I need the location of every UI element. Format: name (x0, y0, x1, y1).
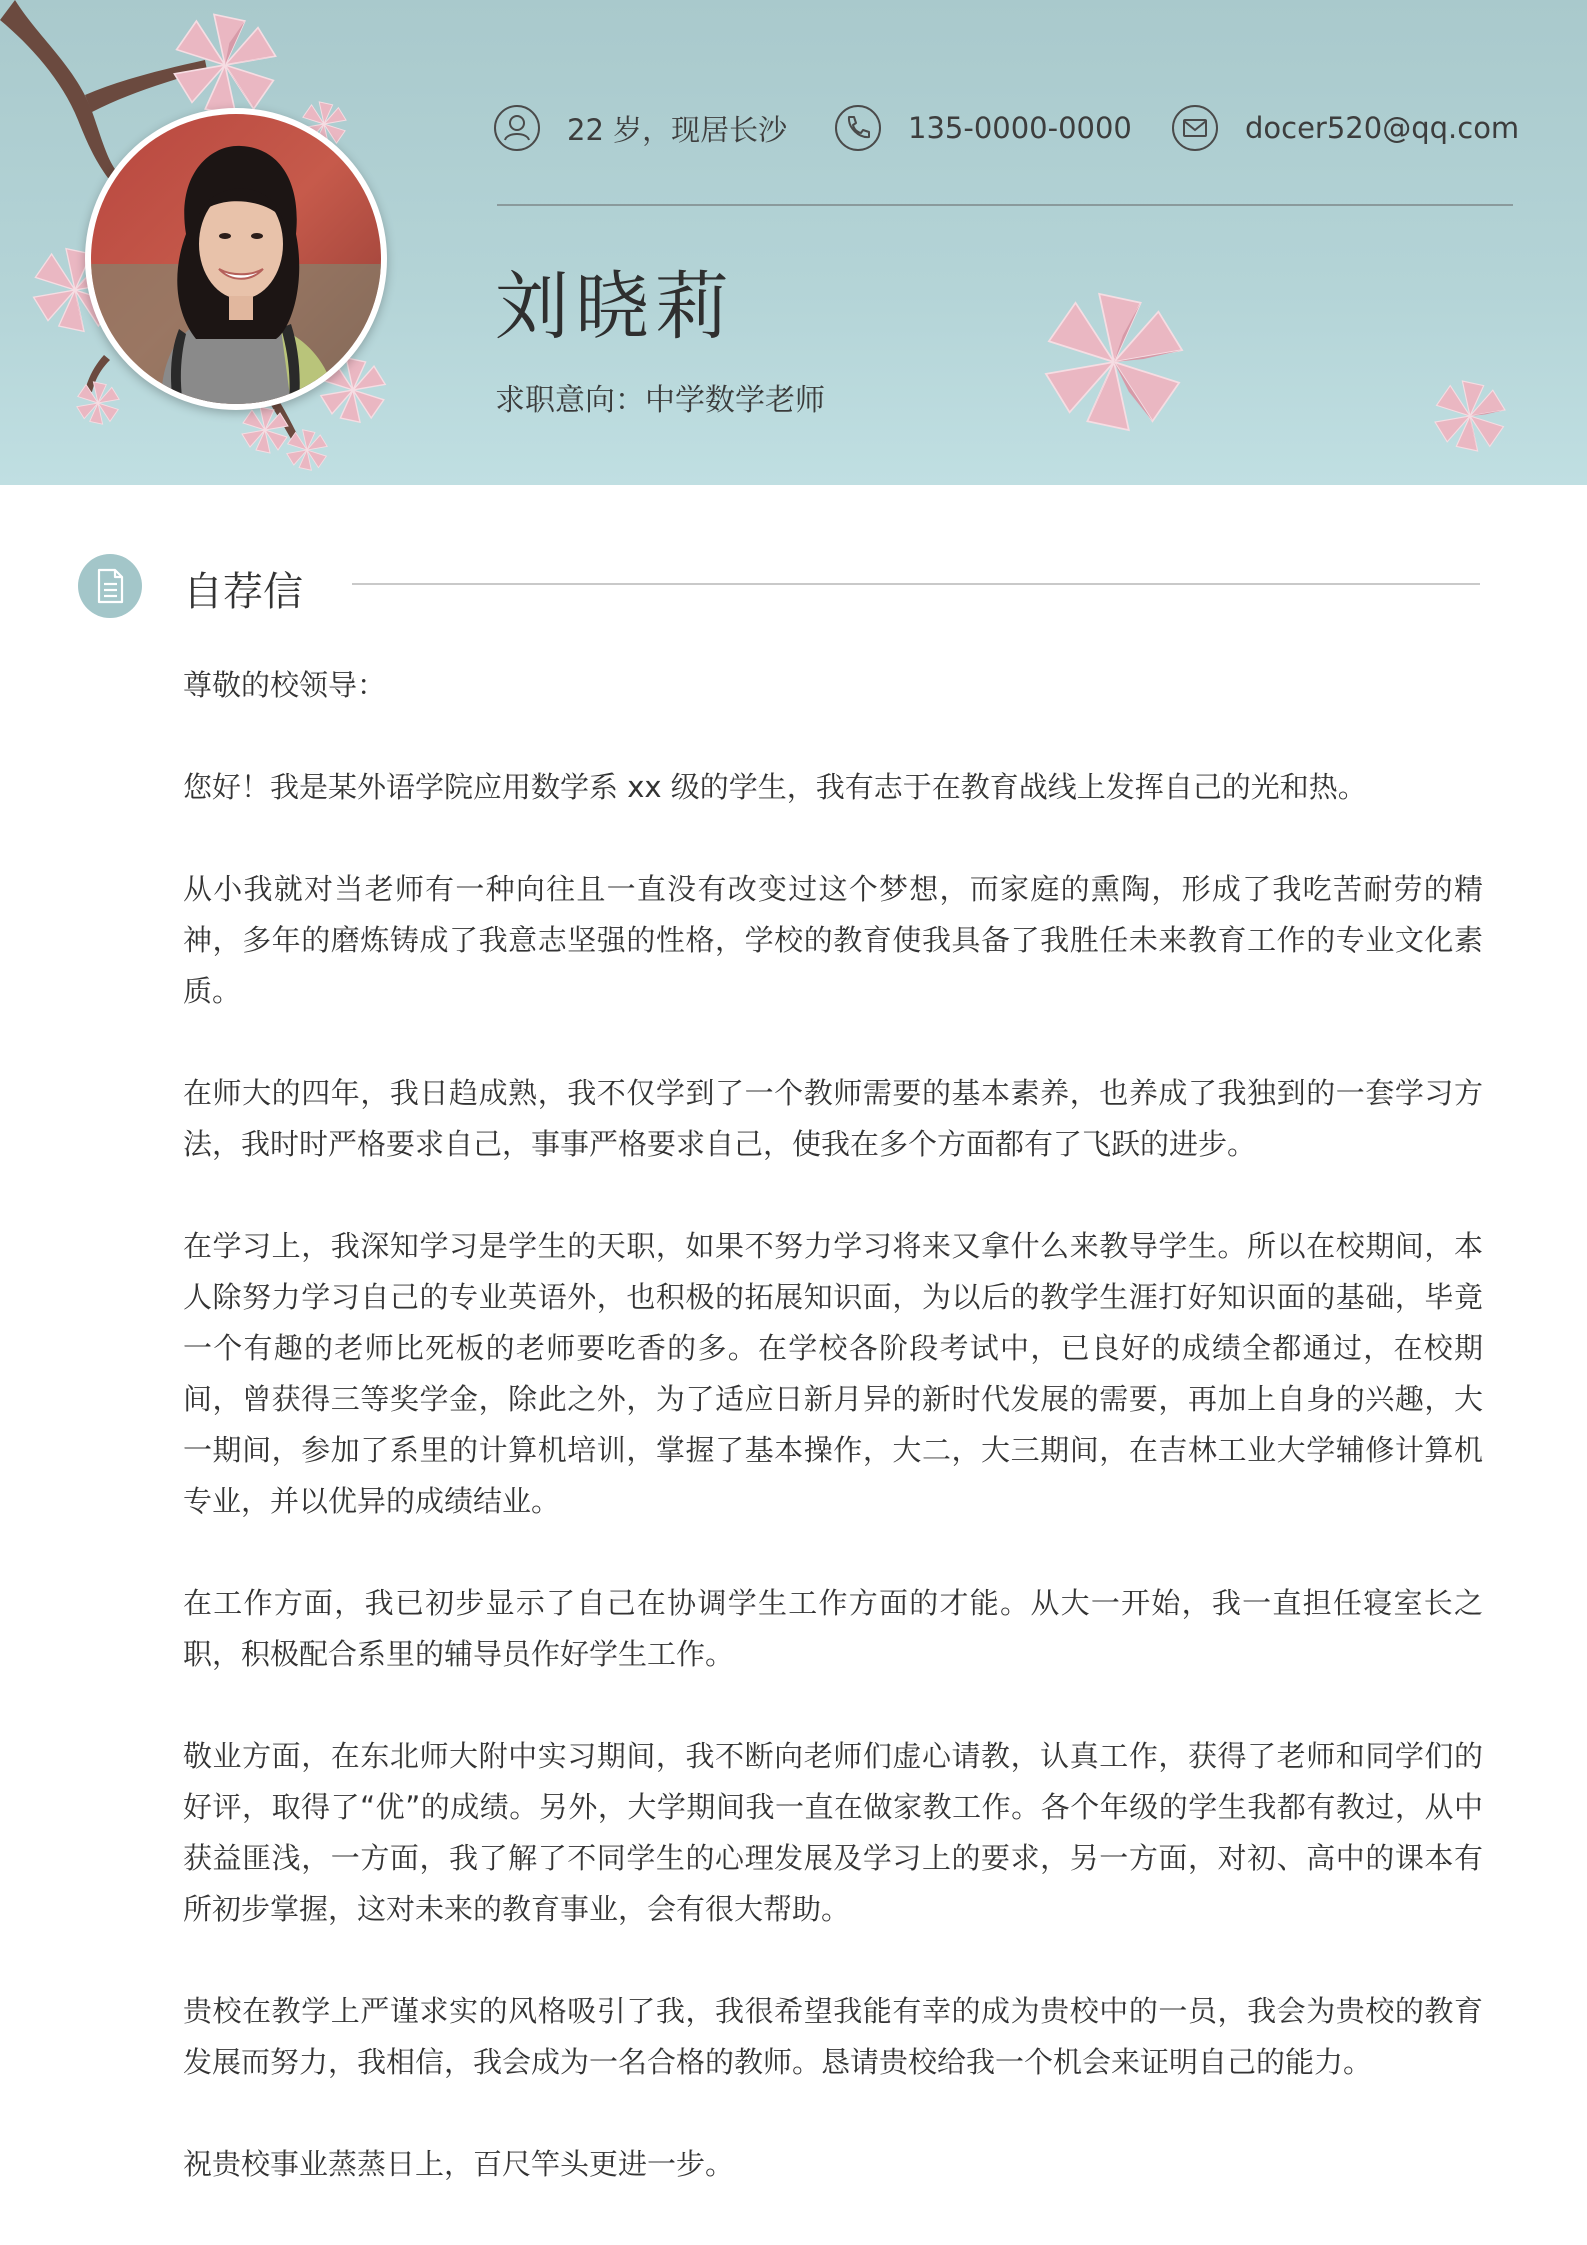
avatar (85, 108, 387, 410)
blossom-decoration (240, 405, 290, 455)
phone-icon (834, 104, 882, 152)
letter-closing: 祝贵校事业蒸蒸日上，百尺竿头更进一步。 (183, 2147, 735, 2181)
email-text[interactable]: docer520@qq.com (1245, 111, 1520, 145)
letter-paragraph: 在工作方面，我已初步显示了自己在协调学生工作方面的才能。从大一开始，我一直担任寝室长之职，积极配合系里的辅导员作好学生工作。 (183, 1586, 1483, 1671)
blossom-decoration (1040, 288, 1188, 436)
blossom-decoration (170, 10, 280, 120)
contact-phone (834, 100, 1132, 156)
phone-text[interactable]: 135-0000-0000 (908, 111, 1132, 145)
header-banner (0, 0, 1587, 485)
letter-salutation: 尊敬的校领导： (183, 668, 387, 702)
header-divider (497, 204, 1513, 206)
letter-paragraph: 在学习上，我深知学习是学生的天职，如果不努力学习将来又拿什么来教导学生。所以在校期间，本人除努力学习自己的专业英语外，也积极的拓展知识面，为以后的教学生涯打好知识面的基础，毕竟一个有趣的老师比死板的老师要吃香的多。在学校各阶段考试中，已良好的成绩全都通过，在校期间，曾获得三等奖学金，除此之外，为了适应日新月异的新时代发展的需要，再加上自身的兴趣，大一期间，参加了系里的计算机培训，掌握了基本操作，大二，大三期间，在吉林工业大学辅修计算机专业，并以优异的成绩结业。 (183, 1229, 1483, 1518)
candidate-name: 刘晓莉 (495, 264, 735, 350)
age-location-text: 22 岁，现居长沙 (567, 112, 788, 147)
contact-email (1171, 100, 1519, 156)
job-intent: 求职意向：中学数学老师 (495, 383, 825, 418)
letter-paragraph: 从小我就对当老师有一种向往且一直没有改变过这个梦想，而家庭的熏陶，形成了我吃苦耐劳的精神，多年的磨炼铸成了我意志坚强的性格，学校的教育使我具备了我胜任未来教育工作的专业文化素质。 (183, 872, 1483, 1008)
section-divider (352, 583, 1480, 585)
blossom-decoration (75, 380, 121, 426)
section-title: 自荐信 (183, 569, 303, 615)
contact-age-location (493, 100, 787, 156)
user-icon (493, 104, 541, 152)
blossom-decoration (1432, 378, 1508, 454)
portrait-photo (91, 114, 381, 404)
letter-paragraph: 贵校在教学上严谨求实的风格吸引了我，我很希望我能有幸的成为贵校中的一员，我会为贵校的教育发展而努力，我相信，我会成为一名合格的教师。恳请贵校给我一个机会来证明自己的能力。 (183, 1994, 1483, 2079)
document-icon (78, 554, 142, 618)
mail-icon (1171, 104, 1219, 152)
letter-paragraph: 敬业方面，在东北师大附中实习期间，我不断向老师们虚心请教，认真工作，获得了老师和同学们的好评，取得了“优”的成绩。另外，大学期间我一直在做家教工作。各个年级的学生我都有教过，从中获益匪浅，一方面，我了解了不同学生的心理发展及学习上的要求，另一方面，对初、高中的课本有所初步掌握，这对未来的教育事业，会有很大帮助。 (183, 1739, 1483, 1926)
letter-paragraph: 您好！我是某外语学院应用数学系 xx 级的学生，我有志于在教育战线上发挥自己的光和热。 (183, 770, 1367, 804)
section-icon-badge (78, 554, 142, 618)
cover-letter-body (183, 660, 1483, 2190)
letter-paragraph: 在师大的四年，我日趋成熟，我不仅学到了一个教师需要的基本素养，也养成了我独到的一套学习方法，我时时严格要求自己，事事严格要求自己，使我在多个方面都有了飞跃的进步。 (183, 1076, 1483, 1161)
blossom-decoration (285, 428, 329, 472)
